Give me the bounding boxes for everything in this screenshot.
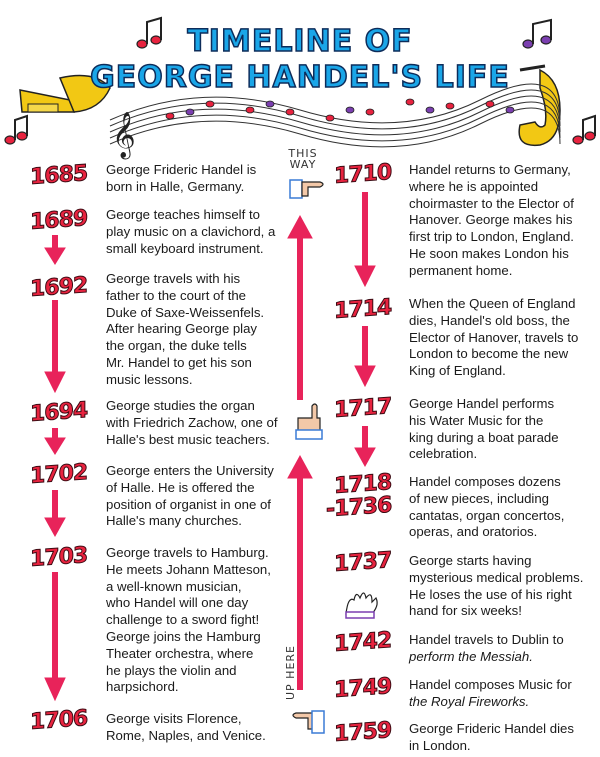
- up-here-label: UP HERE: [284, 645, 297, 700]
- event-1703: George travels to Hamburg. He meets Johann Matteson, a well-known musician, who Handel will one day challenge to a sword fight! George joins the Hamburg Theater orchestra, where he plays the violin and harpsichord.: [106, 545, 271, 695]
- page-title-line2: GEORGE HANDEL'S LIFE: [90, 60, 510, 95]
- event-1702: George enters the University of Halle. He is offered the position of organist in one of Halle's many churches.: [106, 463, 274, 529]
- year-1685: 1685: [30, 160, 88, 191]
- year-1718: 1718: [334, 469, 392, 500]
- this-way-label: THIS WAY: [288, 147, 318, 171]
- year-1692: 1692: [30, 272, 88, 303]
- event-1710: Handel returns to Germany, where he is appointed choirmaster to the Elector of Hanover. George makes his first trip to London, England. He soon makes London his permanent home.: [409, 162, 574, 278]
- year-1689: 1689: [30, 205, 88, 236]
- year-1717: 1717: [334, 393, 392, 424]
- year-1742: 1742: [334, 627, 392, 658]
- pointing-hand-icon: [286, 703, 326, 739]
- year-1714: 1714: [334, 294, 392, 325]
- timeline-arrows-right: [335, 0, 395, 757]
- year-1749: 1749: [334, 673, 392, 704]
- event-1737: George starts having mysterious medical problems. He loses the use of his right hand for six weeks!: [409, 553, 584, 619]
- year-1706: 1706: [30, 705, 88, 736]
- center-up-arrow: [270, 0, 330, 757]
- event-1689: George teaches himself to play music on a clavichord, a small keyboard instrument.: [106, 207, 276, 256]
- event-1717: George Handel performs his Water Music for the king during a boat parade celebration.: [409, 396, 559, 462]
- event-1742: Handel travels to Dublin to perform the Messiah.: [409, 632, 564, 664]
- pointing-hand-icon: [290, 400, 326, 440]
- event-1759: George Frideric Handel dies in London.: [409, 721, 574, 753]
- year-1710: 1710: [334, 159, 392, 190]
- event-1718-1736: Handel composes dozens of new pieces, including cantatas, organ concertos, operas, and oratorios.: [409, 474, 565, 540]
- year-1737: 1737: [334, 547, 392, 578]
- event-1749: Handel composes Music for the Royal Fireworks.: [409, 677, 572, 709]
- year-1703: 1703: [30, 542, 88, 573]
- event-1694: George studies the organ with Friedrich Zachow, one of Halle's best music teachers.: [106, 398, 278, 447]
- timeline-arrows-left: [20, 0, 90, 757]
- pointing-hand-icon: [288, 168, 328, 204]
- event-1692: George travels with his father to the court of the Duke of Saxe-Weissenfels. After hearing George play the organ, the duke tells Mr. Handel to get his son music lessons.: [106, 271, 265, 387]
- svg-text:𝄞: 𝄞: [112, 112, 136, 158]
- event-1714: When the Queen of England dies, Handel's old boss, the Elector of Hanover, travels to London to become the new King of England.: [409, 296, 579, 379]
- year-1759: 1759: [334, 717, 392, 748]
- event-1706: George visits Florence, Rome, Naples, and Venice.: [106, 711, 266, 743]
- page-title-line1: TIMELINE OF: [187, 24, 413, 59]
- year-1702: 1702: [30, 459, 88, 490]
- year-1694: 1694: [30, 397, 88, 428]
- event-1685: George Frideric Handel is born in Halle, Germany.: [106, 162, 257, 194]
- year-1736: -1736: [326, 492, 392, 523]
